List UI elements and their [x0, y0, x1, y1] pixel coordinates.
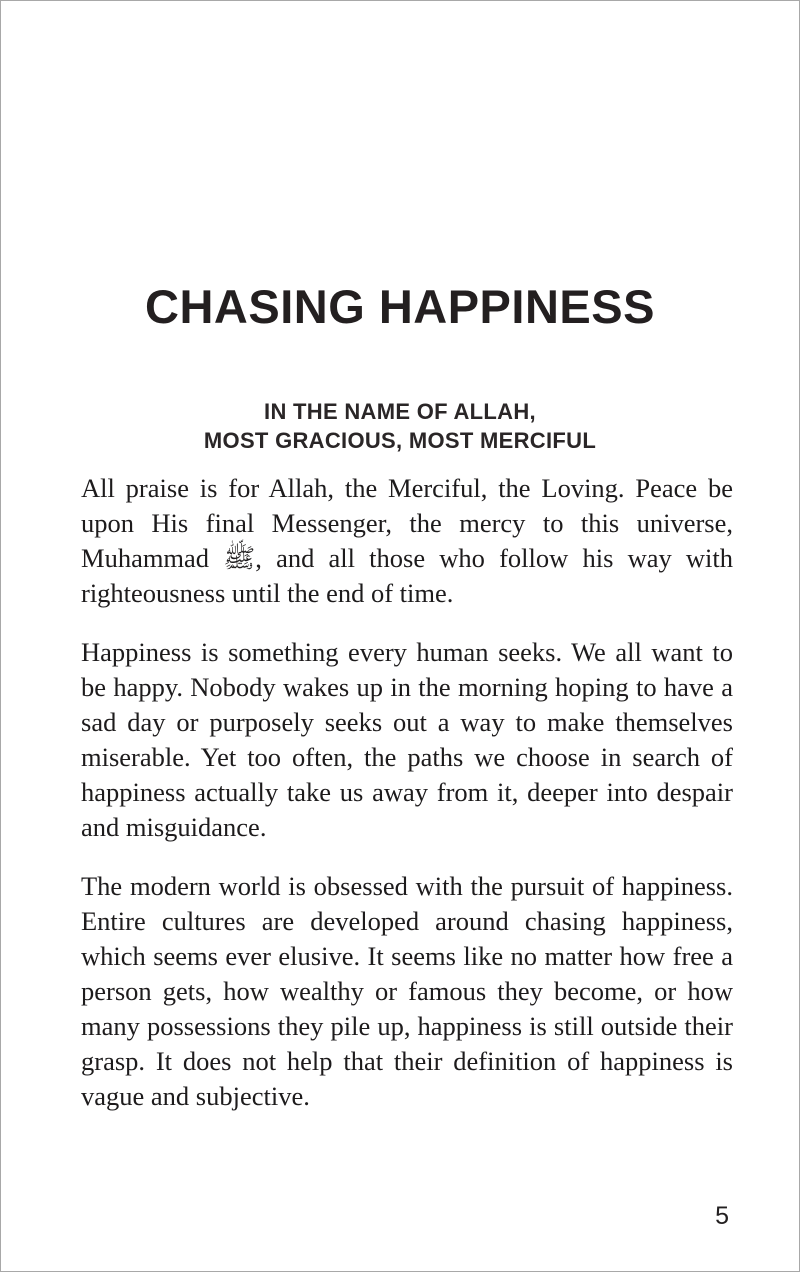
paragraph-modern-world: The modern world is obsessed with the pursuit of happiness. Entire cultures are developed around chasing happiness, which seems ever elusive. It seems like no matter how free a person gets, how wealthy or famous they become, or how many possessions they pile up, happiness is still outside their grasp. It does not help that their definition of happiness is vague and subjective.: [81, 871, 733, 1111]
body-text: [81, 471, 733, 1114]
page-number: 5: [715, 1202, 729, 1230]
paragraph-happiness-seeking: Happiness is something every human seeks. We all want to be happy. Nobody wakes up in the morning hoping to have a sad day or purposely seeks out a way to make themselves miserable. Yet too often, the paths we choose in search of happiness actually take us away from it, deeper into despair and misguidance.: [81, 637, 733, 842]
bismillah-line-2: MOST GRACIOUS, MOST MERCIFUL: [203, 428, 597, 453]
bismillah-line-1: IN THE NAME OF ALLAH,: [264, 399, 536, 424]
paragraph-praise: All praise is for Allah, the Merciful, the Loving. Peace be upon His final Messenger, the mercy to this universe, Muhammad ﷺ, and all those who follow his way with righteousness until the end of time.: [81, 473, 734, 608]
bismillah-heading: [1, 397, 799, 455]
chapter-title: CHASING HAPPINESS: [145, 280, 655, 333]
